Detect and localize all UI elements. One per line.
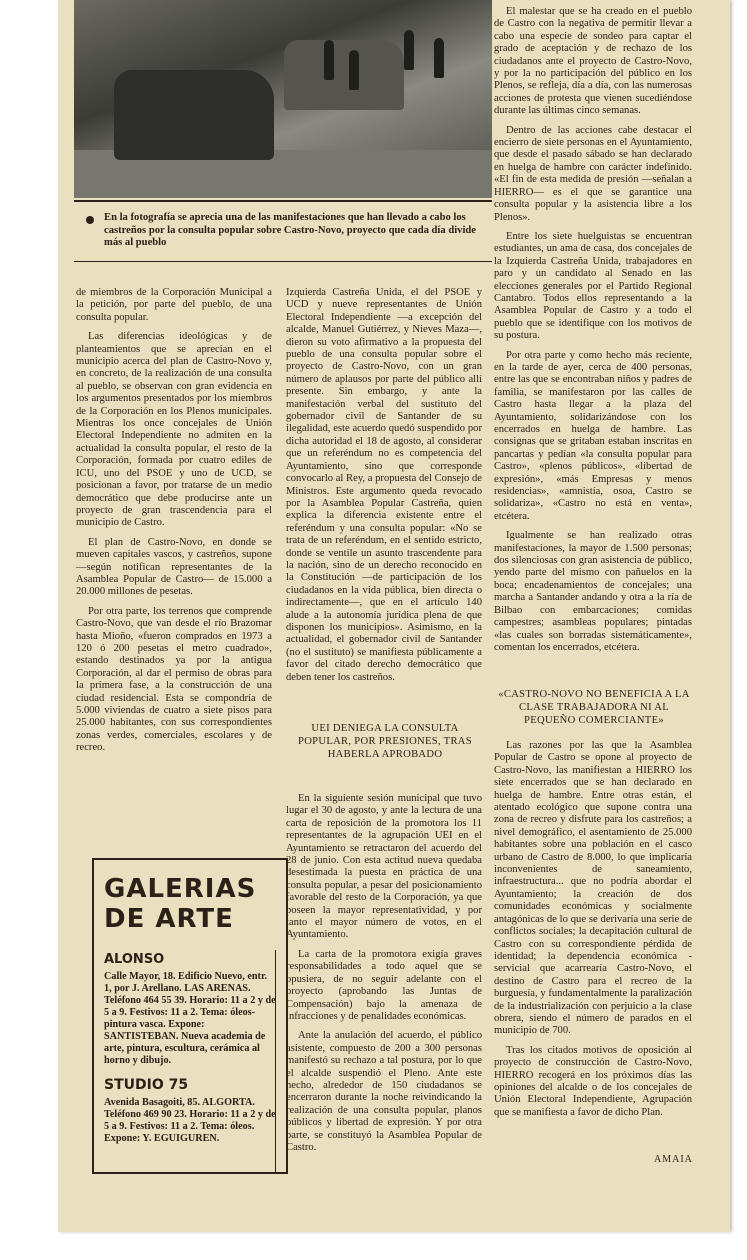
article-column-3-continued [494, 740, 692, 1180]
gallery-name: ALONSO [104, 952, 165, 967]
photo-person [349, 50, 359, 90]
section-heading: «CASTRO-NOVO NO BENEFICIA A LA CLASE TRABAJADORA NI AL PEQUEÑO COMERCIANTE» [498, 689, 690, 726]
photo-car [114, 70, 274, 160]
paragraph: Igualmente se han realizado otras manifestaciones, la mayor de 1.500 personas; dos silenciosas con gran asistencia de público, yendo parte del mismo con pañuelos en la boca; encadenamientos de concejales; una marcha a Santander andando y otra a la ría de Bilbao con embarcaciones; comidas campestres; asambleas populares; pintadas «las cuales son borradas sistemáticamente», comentan los encerrados, etcétera. [494, 530, 692, 653]
paragraph: Las razones por las que la Asamblea Popular de Castro se opone al proyecto de Castro-Novo, las manifiestan a HIERRO los siete encerrados que se han declarado en huelga de hambre. Entre otras están, el atentado ecológico que supone contra una zona de recreo y disfrute para los castreños; a nivel demográfico, el asentamiento de 25.000 habitantes sobre una población en el casco urbano de Castro de 8.000, lo que implicaría inconvenientes de saneamiento, infraestructura... que no podría abordar el Ayuntamiento; la creación de dos comunidades económicas y socialmente antagónicas de lo que se derivaría una serie de conflictos sociales; la decapitación cultural de Castro con su correspondiente pérdida de identidad; la dependencia económica - servicial que acarrearía Castro-Novo, el destino de Castro para el recreo de la burguesía, y fundamentalmente la paralización de la industrialización con perjuicio a la clase obrera, siendo el número de parados en el municipio de 700. [494, 740, 692, 1037]
article-column-3 [494, 6, 692, 684]
paragraph: Por otra parte, los terrenos que comprende Castro-Novo, que van desde el río Brazomar hasta Mioño, «fueron comprados en 1973 a 120 ó 200 pesetas el metro cuadrado», estando destinados ya por la antigua Corporación, al dar el permiso de obras para la primera fase, a la construcción de una ciudad residencial. Esta se compondría de 5.000 viviendas de cuatro a siete pisos para 25.000 habitantes, con sus correspondientes zonas verdes, comerciales, escolares y de recreo. [76, 605, 272, 754]
photo-person [324, 40, 334, 80]
article-column-2-continued [286, 793, 482, 1183]
news-photo [74, 0, 492, 198]
paragraph: Entre los siete huelguistas se encuentran estudiantes, un ama de casa, dos concejales de la Izquierda Castreña Unida, trabajadores en paro y un candidato al Senado en las elecciones generales por el Partido Regional Cantabro. Todos ellos representando a la Asamblea Popular de Castro y a todo el pueblo que se identifique con los motivos de su postura. [494, 230, 692, 342]
photo-person [404, 30, 414, 70]
newspaper-clipping [58, 0, 730, 1232]
photo-person [434, 38, 444, 78]
author-signature: AMAIA [654, 1154, 693, 1165]
paragraph: El malestar que se ha creado en el pueblo de Castro con la negativa de permitir llevar a cabo una especie de sondeo para captar el grado de aceptación y de rechazo de los ciudadanos ante el proyecto de Castro-Novo, y por la no participación del público en los Plenos, se refleja, día a día, con las numerosas acciones de protesta que vienen sucediéndose durante las últimas cinco semanas. [494, 6, 692, 117]
paragraph: Ante la anulación del acuerdo, el público asistente, compuesto de 200 a 300 personas manifestó su rechazo a tal postura, por lo que el alcalde suspendió el Pleno. Ante este hecho, alrededor de 150 ciudadanos se encerraron durante la noche reivindicando la realización de una consulta popular, planos públicos y libertad de expresión. Y por otra parte, se constituyó la Asamblea Popular de Castro. [286, 1030, 482, 1153]
article-column-2 [286, 287, 482, 715]
gallery-details: Avenida Basagoiti, 85. ALGORTA. Teléfono 469 90 23. Horario: 11 a 2 y de 5 a 9. Festivos: 11 a 2. Tema: óleos. Expone: Y. EGUIGUREN. [104, 1097, 276, 1144]
paragraph: Dentro de las acciones cabe destacar el encierro de siete personas en el Ayuntamiento, que desde el pasado sábado se han declarado en huelga de hambre con carácter indefinido. «El fin de esta medida de presión —señalan a HIERRO— es el que se garantice una consulta popular y la asistencia libre a los Plenos». [494, 124, 692, 223]
section-heading: UEI DENIEGA LA CONSULTA POPULAR, POR PRESIONES, TRAS HABERLA APROBADO [298, 723, 472, 760]
paragraph: de miembros de la Corporación Municipal a la petición, por parte del pueblo, de una consulta popular. [76, 287, 272, 323]
paragraph: La carta de la promotora exigía graves responsabilidades a todo aquel que se opusiera, de no seguir adelante con el proyecto (aprobando las Juntas de Compensación) bajo la amenaza de infracciones y de penalidades económicas. [286, 948, 482, 1022]
paragraph: Tras los citados motivos de oposición al proyecto de construcción de Castro-Novo, HIERRO recogerá en los próximos días las opiniones del alcalde o de los concejales de Unión Electoral Independiente, Agrupación que se manifiesta a favor de dicho Plan. [494, 1044, 692, 1118]
ad-title: GALERIAS DE ARTE [104, 874, 257, 934]
caption-text: En la fotografía se aprecia una de las manifestaciones que han llevado a cabo los castreños por la consulta popular sobre Castro-Novo, proyecto que cada día divide más al pueblo [104, 212, 476, 249]
paragraph: Izquierda Castreña Unida, el del PSOE y UCD y nueve representantes de Unión Electoral Independiente —a excepción del alcalde, Manuel Gutiérrez, y Nieves Maza—, dieron su voto afirmativo a la propuesta del pueblo de una consulta popular sobre el proyecto de Castro-Novo, con un gran número de aplausos por parte del público allí presente. Sin embargo, y ante la manifestación verbal del sustituto del gobernador civil de Santander de su ilegalidad, este acuerdo quedó suspendido por dicha autoridad el 18 de agosto, al considerar que un referéndum no es competencia del Ayuntamiento, sino que corresponde convocarlo al Rey, a propuesta del Consejo de Ministros. Este argumento queda revocado por la Asamblea Popular Castreña, quien explica la diferencia existente entre el referéndum y una consulta popular: «No se trata de un referéndum, en el sentido estricto, donde se ventile un asunto trascendente para la nación, sino de un derecho reconocido en la Constitución —de participación de los ciudadanos en la vida pública, bien directa o indirectamente—, que en el artículo 140 alude a la autonomía jurídica plena de que disponen los municipios». Asimismo, en la actualidad, el gobernador civil de Santander (no el sustituto) se manifiesta públicamente a favor del citado derecho democrático que deben tener los castreños. [286, 287, 482, 683]
paragraph: En la siguiente sesión municipal que tuvo lugar el 30 de agosto, y ante la lectura de una carta de reposición de la promotora los 11 representantes de la agrupación UEI en el Ayuntamiento se retractaron del acuerdo del 28 de junio. Con esta actitud nueva quedaba desestimada la puesta en práctica de una consulta popular, a pesar del posicionamiento favorable del resto de la Corporación, ya que poseen la mayor representatividad, y por tanto el mayor número de votos, en el Ayuntamiento. [286, 793, 482, 941]
gallery-advertisement [92, 858, 288, 1174]
gallery-details: Calle Mayor, 18. Edificio Nuevo, entr. 1, por J. Arellano. LAS ARENAS. Teléfono 464 55 39. Horario: 11 a 2 y de 5 a 9. Festivos: 11 a 2. Tema: óleos-pintura vasca. Expone: SANTISTEBAN. Nueva academia de arte, pintura, escultura, cerámica al horno y dibujo. [104, 971, 276, 1066]
paragraph: El plan de Castro-Novo, en donde se mueven capitales vascos, y castreños, supone —según notifican representantes de la Asamblea Popular de Castro— de 15.000 a 20.000 millones de pesetas. [76, 536, 272, 598]
gallery-name: STUDIO 75 [104, 1077, 189, 1093]
bullet-icon [86, 216, 94, 224]
paragraph: Las diferencias ideológicas y de planteamientos que se aprecian en el municipio acerca del plan de Castro-Novo y, en concreto, de la realización de una consulta al pueblo, se observan con gran evidencia en los argumentos presentados por los miembros de la Corporación en los Plenos municipales. Mientras los once concejales de Unión Electoral Independiente no admiten en la actualidad la consulta popular, el resto de la Corporación, formada por cuatro ediles de ICU, uno del PSOE y uno de UCD, se posicionan a favor, por tratarse de un medio democrático que debe producirse ante un proyecto de gran trascendencia para el municipio de Castro. [76, 331, 272, 529]
ad-divider [275, 950, 286, 1174]
article-column-1 [76, 287, 272, 853]
photo-car [284, 40, 404, 110]
paragraph: Por otra parte y como hecho más reciente, en la tarde de ayer, cerca de 400 personas, entre las que se encontraban niños y padres de familia, se manifestaron por las calles de Castro hasta llegar a la plaza del Ayuntamiento, solidarizándose con los encerrados en huelga de hambre. Las consignas que se gritaban estaban inscritas en pancartas y pedían «la consulta popular para Castro», «plenos públicos», «libertad de expresión», «más Empresas y menos residencias», «amnistía, osoa, Castro se solidariza», «Castro no está en venta», etcétera. [494, 349, 692, 522]
photo-caption [74, 200, 492, 262]
